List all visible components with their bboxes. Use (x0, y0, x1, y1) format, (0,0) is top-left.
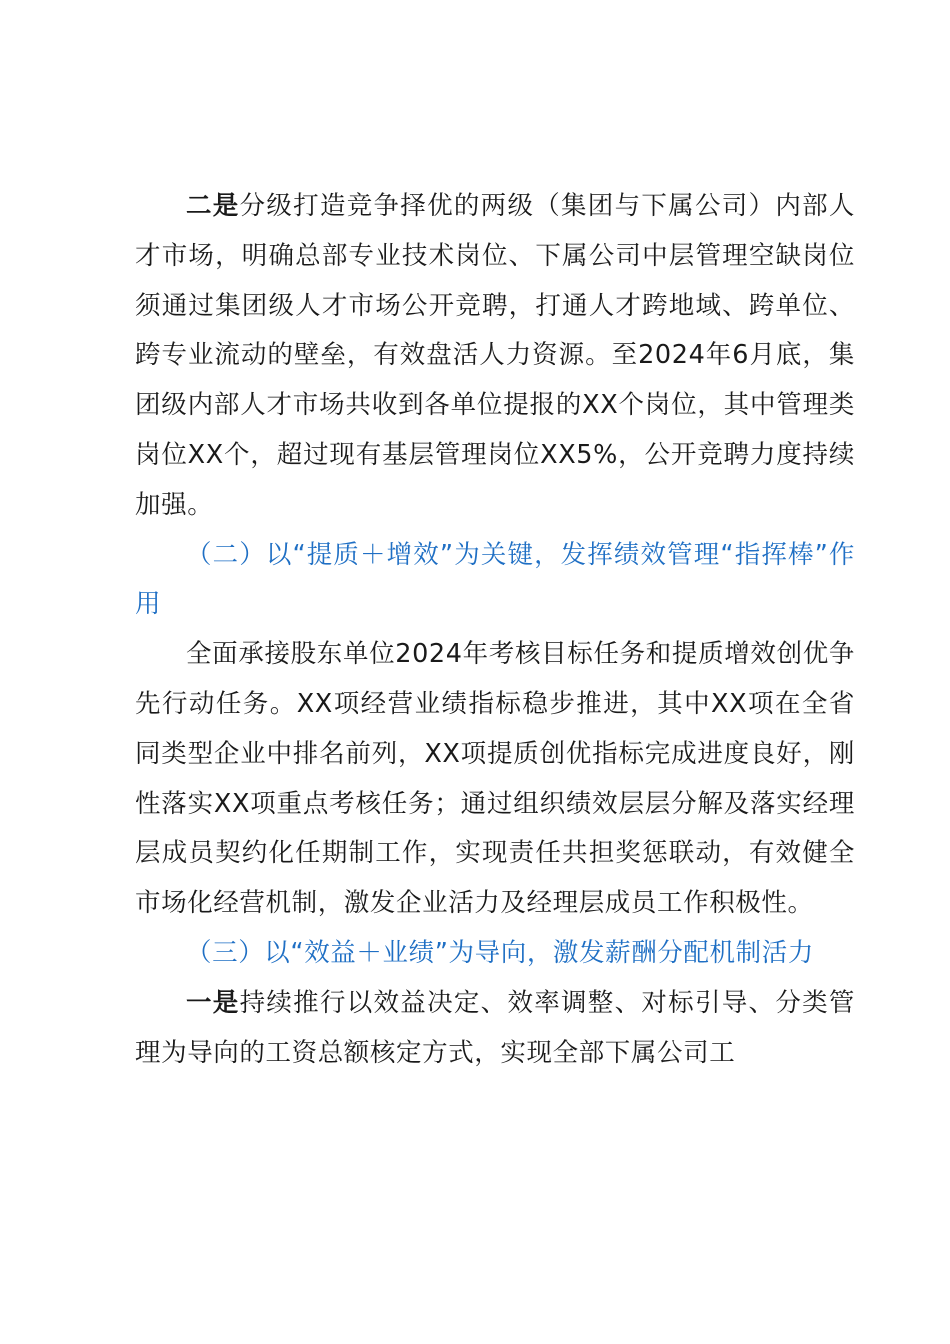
paragraph-text: 全面承接股东单位2024年考核目标任务和提质增效创优争先行动任务。XX项经营业绩指标稳步推进，其中XX项在全省同类型企业中排名前列，XX项提质创优指标完成进度良好，刚性落实XX项重点考核任务；通过组织绩效层层分解及落实经理层成员契约化任期制工作，实现责任共担奖惩联动，有效健全市场化经营机制，激发企业活力及经理层成员工作积极性。 (135, 639, 855, 919)
paragraph-lead: 二是 (186, 191, 240, 221)
paragraph-text: 分级打造竞争择优的两级（集团与下属公司）内部人才市场，明确总部专业技术岗位、下属公司中层管理空缺岗位须通过集团级人才市场公开竞聘，打通人才跨地域、跨单位、跨专业流动的壁垒，有效盘活人力资源。至2024年6月底，集团级内部人才市场共收到各单位提报的XX个岗位，其中管理类岗位XX个，超过现有基层管理岗位XX5%，公开竞聘力度持续加强。 (135, 191, 855, 520)
paragraph-talent-market (135, 182, 855, 531)
section-heading-performance: （二）以“提质＋增效”为关键，发挥绩效管理“指挥棒”作用 (135, 539, 855, 620)
paragraph-compensation (135, 979, 855, 1079)
document-page (135, 182, 855, 1078)
paragraph-lead: 一是 (186, 987, 240, 1018)
section-heading-compensation: （三）以“效益＋业绩”为导向，激发薪酬分配机制活力 (186, 937, 814, 968)
paragraph-text: 持续推行以效益决定、效率调整、对标引导、分类管理为导向的工资总额核定方式，实现全部下属公司工 (135, 987, 855, 1068)
paragraph-performance (135, 630, 855, 929)
